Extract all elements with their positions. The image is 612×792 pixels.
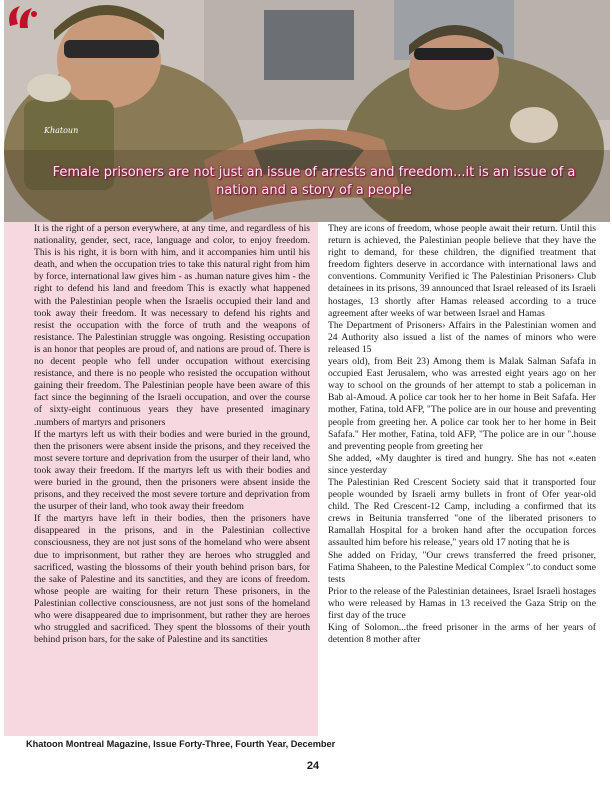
hero-photo (4, 0, 610, 222)
logo-text: Khatoun (44, 126, 79, 135)
paragraph: Prior to the release of the Palestinian detainees, Israel Israeli hostages who were released by Hamas in 13 received the Gaza Strip on the first day of the truce (328, 585, 596, 621)
paragraph: She added on Friday, "Our crews transferred the freed prisoner, Fatima Shaheen, to the Palestine Medical Complex ".to conduct some tests (328, 549, 596, 585)
paragraph: They are icons of freedom, whose people await their return. Until this return is achieved, the Palestinian people believe that they have the right to demand, for these children, the dignified treatment that freedom fighters deserve in accordance with international laws and conventions. Community Verified ic The Palestinian Prisoners› Club detainees in its prisons, 39 announced that Israel released of its Israeli hostages, 13 shortly after Hamas released according to a truce agreement after weeks of war between Israel and Hamas (328, 223, 597, 319)
paragraph: The Department of Prisoners› Affairs in the Palestinian women and 24 Authority also issued a list of the names of minors who were released 15 (328, 319, 596, 355)
right-column (328, 223, 596, 646)
page-number: 24 (306, 760, 320, 772)
paragraph: King of Solomon...the freed prisoner in the arms of her years of detention 8 mother after (328, 622, 596, 646)
paragraph: It is the right of a person everywhere, at any time, and regardless of his nationality, gender, sect, race, language and color, to enjoy freedom. This is his right, it is born with him, and it accompanies him until his death, and when the occupation tries to take this natural right from him by force, international law gives him - as .human nature gives him - the right to defend his land and freedom This is exactly what happened with the Palestinian people when the Israelis occupied their land and took away their freedom. It was necessary to defend his rights and resist the occupation with the force of truth and the weapons of resistance. The Palestinian struggle was ongoing. Resisting occupation is an honor that peoples are proud of, and nations are proud of. There is no decent people who fell under occupation without exercising resistance, and there is no people who resisted the occupation without gaining their freedom. The Palestinian people have been aware of this fact since the beginning of the Israeli occupation, and over the course of sixty-eight continuous years they have presented imaginary .numbers of martyrs and prisoners (34, 223, 310, 428)
magazine-footer: Khatoon Montreal Magazine, Issue Forty-Three, Fourth Year, December (26, 739, 336, 749)
paragraph: If the martyrs have left in their bodies, then the prisoners have disappeared in the prisons, and in the Palestinian collective consciousness, they are not just sons of the homeland who were absent due to imprisonment, but rather they are heroes who struggled and sacrificed, wasting the blossoms of their youth behind prison bars, for the sake of Palestine and its sanctities, and they are icons of freedom. whose people are waiting for their return These prisoners, in the Palestinian collective consciousness, are not just sons of the homeland who were disappeared due to imprisonment, but rather they are heroes who struggled and sacrificed. They spent the blossoms of their youth behind prison bars, for the sake of Palestine and its sanctities (34, 513, 310, 646)
paragraph: If the martyrs left us with their bodies and were buried in the ground, then the prisoners were absent inside the prisons, and they received the most severe torture and deprivation from the usurper of their land, who took away their freedom. If the martyrs left us with their bodies and were buried in the ground, then the prisoners were absent inside the prisons, and they received the most severe torture and deprivation from the usurper of their land, who took away their freedom (34, 428, 310, 513)
article-headline: Female prisoners are not just an issue of arrests and freedom...it is an issue of a nation and a story of a people (52, 165, 576, 198)
paragraph: She added, «My daughter is tired and hungry. She has not «.eaten since yesterday (328, 452, 596, 476)
paragraph: The Palestinian Red Crescent Society said that it transported four people wounded by Israeli army bullets in front of Ofer year-old child. The Red Crescent-12 Camp, including a confirmed that its crews in Beitunia transferred "one of the liberated prisoners to Ramallah Hospital for a broken hand after the occupation forces assaulted him before his release," years old 17 noting that he is (328, 476, 596, 549)
khatoun-logo (4, 0, 64, 36)
left-column (34, 223, 310, 646)
paragraph: years old), from Beit 23) Among them is Malak Salman Safafa in occupied East Jerusalem, who was arrested eight years ago on her way to school on the grounds of her attempt to stab a policeman in Bab al-Amoud. A police car took her to her home in Beit Safafa. Her mother, Fatina, told AFP, "The police are in our house and preventing people from greeting her. A police car took her to her home in Beit Safafa." Her mother, Fatina, told AFP, "The police are in our ".house and preventing people from greeting her (328, 356, 596, 452)
